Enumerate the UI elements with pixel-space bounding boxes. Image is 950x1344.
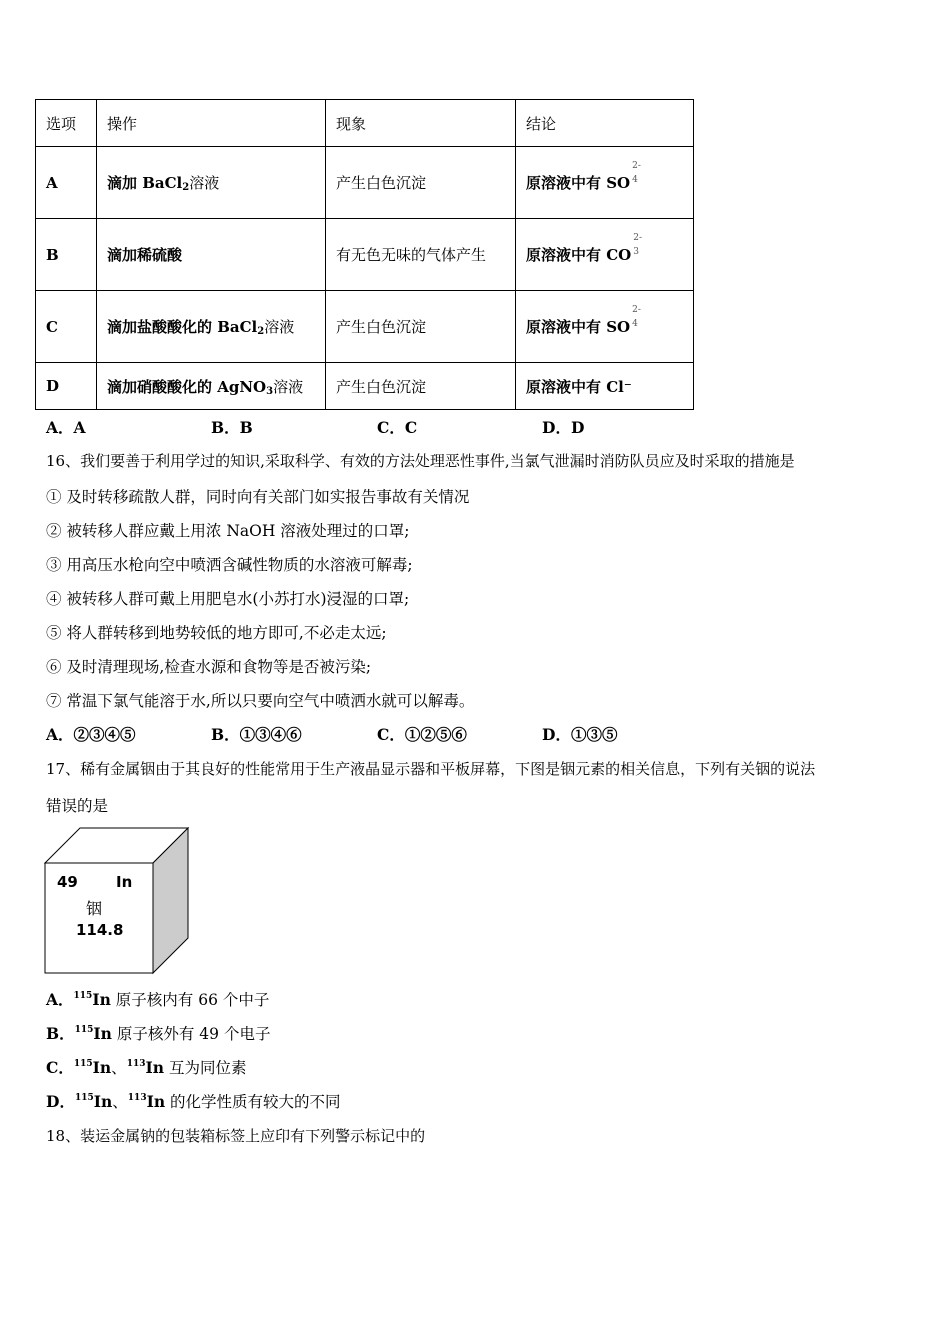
experiment-table [35, 99, 694, 410]
q17-option-b[interactable] [46, 1022, 270, 1044]
op-suffix: 溶液 [189, 174, 220, 192]
table-row [36, 363, 694, 410]
row-conclusion [516, 219, 694, 291]
q17-option-a[interactable] [46, 988, 269, 1010]
mass-number: 115 [73, 991, 93, 1001]
q17-option-d[interactable] [46, 1090, 341, 1112]
mass-number: 113 [127, 1093, 147, 1103]
ion-notation [631, 233, 643, 260]
option-label: B． [46, 1024, 75, 1043]
ion-charge: 2- [633, 233, 643, 243]
element-symbol: In [116, 873, 133, 891]
isotope-symbol: In [92, 990, 111, 1009]
conc-text: 原溶液中有 Cl⁻ [526, 377, 632, 396]
mass-number: 115 [74, 1025, 94, 1035]
conc-text: 原溶液中有 CO [526, 246, 632, 264]
q15-choice-d[interactable]: D．D [542, 418, 585, 437]
row-conclusion [516, 291, 694, 363]
ion-notation [630, 305, 641, 332]
ion-number: 4 [632, 319, 638, 329]
option-label: C． [46, 1058, 74, 1077]
isotope-symbol: In [146, 1092, 166, 1111]
op-subscript: 3 [266, 385, 274, 397]
option-text: 互为同位素 [164, 1059, 247, 1077]
q17-option-c[interactable] [46, 1056, 246, 1078]
op-text: 滴加 BaCl [107, 174, 183, 192]
row-phenomenon: 产生白色沉淀 [326, 147, 516, 219]
separator: 、 [112, 1093, 128, 1111]
conc-text: 原溶液中有 SO [526, 174, 631, 192]
option-label: A． [46, 990, 74, 1009]
op-text: 滴加稀硫酸 [107, 246, 183, 264]
mass-number: 115 [74, 1093, 94, 1103]
row-phenomenon: 产生白色沉淀 [326, 363, 516, 410]
mass-number: 115 [73, 1059, 93, 1069]
element-atomic-number: 49 [57, 873, 78, 891]
header-operation: 操作 [97, 100, 326, 147]
isotope-symbol: In [145, 1058, 165, 1077]
header-option: 选项 [36, 100, 97, 147]
row-option: B [36, 219, 97, 291]
row-option: A [36, 147, 97, 219]
indium-element-card [44, 827, 190, 975]
q16-choice-c[interactable]: C．①②⑤⑥ [377, 725, 467, 744]
header-phenomenon: 现象 [326, 100, 516, 147]
row-phenomenon: 产生白色沉淀 [326, 291, 516, 363]
mass-number: 113 [126, 1059, 146, 1069]
element-name: 铟 [86, 899, 103, 918]
ion-charge: 2- [632, 161, 641, 171]
row-conclusion [516, 147, 694, 219]
option-text: 原子核外有 49 个电子 [111, 1025, 271, 1043]
isotope-symbol: In [93, 1024, 112, 1043]
q16-item: ④ 被转移人群可戴上用肥皂水(小苏打水)浸湿的口罩; [46, 590, 410, 608]
table-row [36, 219, 694, 291]
ion-number: 4 [632, 175, 638, 185]
option-label: D． [46, 1092, 75, 1111]
q17-stem-line2: 错误的是 [46, 797, 109, 815]
ion-charge: 2- [632, 305, 641, 315]
q15-choice-c[interactable]: C．C [377, 418, 418, 437]
separator: 、 [111, 1059, 127, 1077]
q16-item: ② 被转移人群应戴上用浓 NaOH 溶液处理过的口罩; [46, 522, 410, 540]
table-row [36, 147, 694, 219]
option-text: 的化学性质有较大的不同 [165, 1093, 341, 1111]
q16-item: ⑦ 常温下氯气能溶于水,所以只要向空气中喷洒水就可以解毒。 [46, 692, 475, 710]
isotope-symbol: In [93, 1092, 113, 1111]
conc-text: 原溶液中有 SO [526, 318, 631, 336]
q16-item: ③ 用高压水枪向空中喷洒含碱性物质的水溶液可解毒; [46, 556, 413, 574]
op-suffix: 溶液 [273, 377, 304, 396]
op-text: 滴加硝酸酸化的 AgNO [107, 377, 267, 396]
q16-item: ① 及时转移疏散人群，同时向有关部门如实报告事故有关情况 [46, 488, 470, 506]
row-operation [97, 219, 326, 291]
q18-stem: 18、装运金属钠的包装箱标签上应印有下列警示标记中的 [46, 1127, 426, 1145]
q16-item: ⑥ 及时清理现场,检查水源和食物等是否被污染; [46, 658, 372, 676]
q16-item: ⑤ 将人群转移到地势较低的地方即可,不必走太远; [46, 624, 387, 642]
op-subscript: 2 [257, 326, 265, 337]
row-phenomenon: 有无色无味的气体产生 [326, 219, 516, 291]
q17-stem-line1: 17、稀有金属铟由于其良好的性能常用于生产液晶显示器和平板屏幕，下图是铟元素的相关信息，下列有关铟的说法 [46, 760, 816, 778]
table-row [36, 291, 694, 363]
row-conclusion [516, 363, 694, 410]
op-suffix: 溶液 [264, 318, 295, 336]
op-text: 滴加盐酸酸化的 BaCl [107, 318, 258, 336]
header-conclusion: 结论 [516, 100, 694, 147]
row-option: D [36, 363, 97, 410]
q15-choice-b[interactable]: B．B [211, 418, 253, 437]
row-operation [97, 363, 326, 410]
op-subscript: 2 [182, 182, 190, 193]
q16-choice-d[interactable]: D．①③⑤ [542, 725, 618, 744]
element-atomic-mass: 114.8 [76, 921, 124, 939]
q16-choice-a[interactable]: A．②③④⑤ [46, 725, 136, 744]
q15-choice-a[interactable]: A．A [46, 418, 86, 437]
row-operation [97, 291, 326, 363]
table-header-row [36, 100, 694, 147]
row-option: C [36, 291, 97, 363]
row-operation [97, 147, 326, 219]
q16-choice-b[interactable]: B．①③④⑥ [211, 725, 302, 744]
option-text: 原子核内有 66 个中子 [110, 991, 270, 1009]
isotope-symbol: In [92, 1058, 112, 1077]
ion-notation [630, 161, 641, 188]
ion-number: 3 [633, 247, 639, 257]
q16-stem: 16、我们要善于利用学过的知识,采取科学、有效的方法处理恶性事件,当氯气泄漏时消防队员应及时采取的措施是 [46, 452, 795, 470]
